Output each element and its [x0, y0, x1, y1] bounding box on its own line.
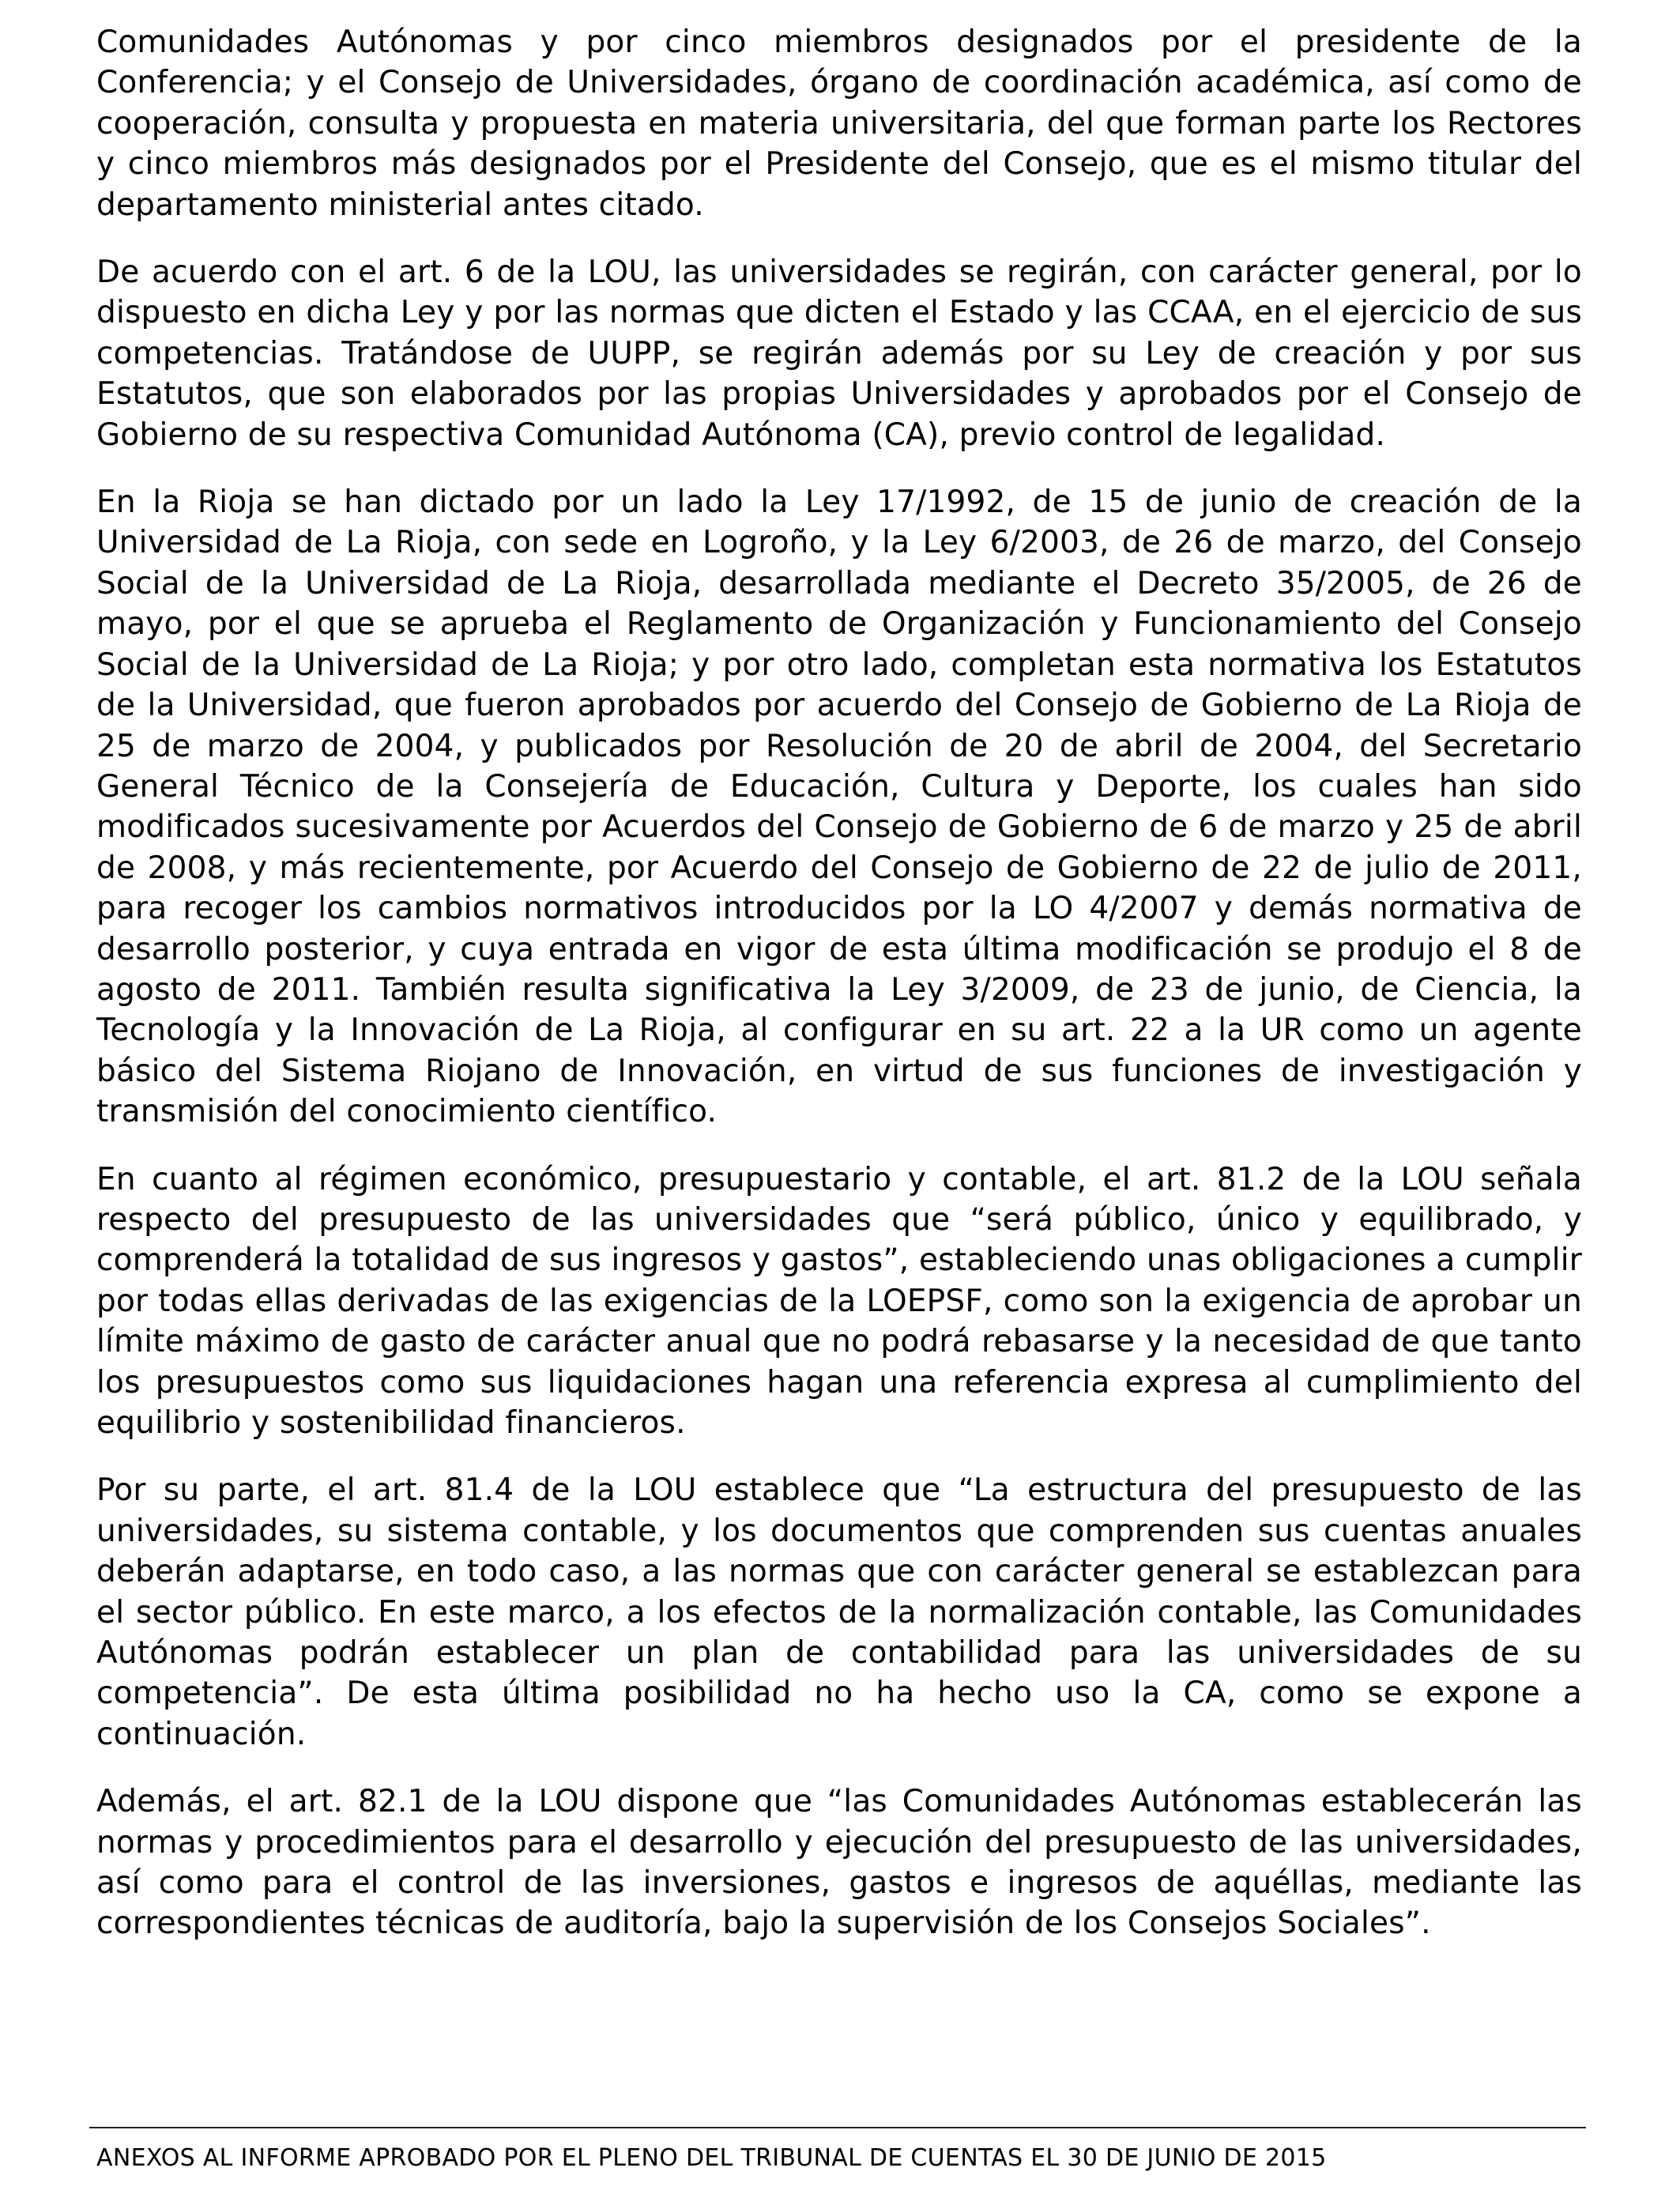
page-footer: ANEXOS AL INFORME APROBADO POR EL PLENO DEL TRIBUNAL DE CUENTAS EL 30 DE JUNIO DE 2015	[96, 2144, 1327, 2172]
paragraph-universities-councils: Comunidades Autónomas y por cinco miembros designados por el presidente de la Conferencia; y el Consejo de Universidades, órgano de coordinación académica, así como de cooperación, consulta y propuesta en materia universitaria, del que forman parte los Rectores y cinco miembros más designados por el Presidente del Consejo, que es el mismo titular del departamento ministerial antes citado.	[96, 25, 1582, 223]
body-text	[96, 22, 1582, 1971]
paragraph-lou-article-82-1: Además, el art. 82.1 de la LOU dispone que “las Comunidades Autónomas establecerán las normas y procedimientos para el desarrollo y ejecución del presupuesto de las universidades, así como para el control de las inversiones, gastos e ingresos de aquéllas, mediante las correspondientes técnicas de auditoría, bajo la supervisión de los Consejos Sociales”.	[96, 1784, 1582, 1942]
paragraph-lou-article-6: De acuerdo con el art. 6 de la LOU, las universidades se regirán, con carácter general, por lo dispuesto en dicha Ley y por las normas que dicten el Estado y las CCAA, en el ejercicio de sus competencias. Tratándose de UUPP, se regirán además por su Ley de creación y por sus Estatutos, que son elaborados por las propias Universidades y aprobados por el Consejo de Gobierno de su respectiva Comunidad Autónoma (CA), previo control de legalidad.	[96, 254, 1582, 453]
footer-divider	[89, 2127, 1586, 2128]
paragraph-economic-regime: En cuanto al régimen económico, presupuestario y contable, el art. 81.2 de la LOU señala respecto del presupuesto de las universidades que “será público, único y equilibrado, y comprenderá la totalidad de sus ingresos y gastos”, estableciendo unas obligaciones a cumplir por todas ellas derivadas de las exigencias de la LOEPSF, como son la exigencia de aprobar un límite máximo de gasto de carácter anual que no podrá rebasarse y la necesidad de que tanto los presupuestos como sus liquidaciones hagan una referencia expresa al cumplimiento del equilibrio y sostenibilidad financieros.	[96, 1161, 1582, 1441]
paragraph-la-rioja-legislation: En la Rioja se han dictado por un lado la Ley 17/1992, de 15 de junio de creación de la Universidad de La Rioja, con sede en Logroño, y la Ley 6/2003, de 26 de marzo, del Consejo Social de la Universidad de La Rioja, desarrollada mediante el Decreto 35/2005, de 26 de mayo, por el que se aprueba el Reglamento de Organización y Funcionamiento del Consejo Social de la Universidad de La Rioja; y por otro lado, completan esta normativa los Estatutos de la Universidad, que fueron aprobados por acuerdo del Consejo de Gobierno de La Rioja de 25 de marzo de 2004, y publicados por Resolución de 20 de abril de 2004, del Secretario General Técnico de la Consejería de Educación, Cultura y Deporte, los cuales han sido modificados sucesivamente por Acuerdos del Consejo de Gobierno de 6 de marzo y 25 de abril de 2008, y más recientemente, por Acuerdo del Consejo de Gobierno de 22 de julio de 2011, para recoger los cambios normativos introducidos por la LO 4/2007 y demás normativa de desarrollo posterior, y cuya entrada en vigor de esta última modificación se produjo el 8 de agosto de 2011. También resulta significativa la Ley 3/2009, de 23 de junio, de Ciencia, la Tecnología y la Innovación de La Rioja, al configurar en su art. 22 a la UR como un agente básico del Sistema Riojano de Innovación, en virtud de sus funciones de investigación y transmisión del conocimiento científico.	[96, 484, 1582, 1130]
paragraph-lou-article-81-4: Por su parte, el art. 81.4 de la LOU establece que “La estructura del presupuesto de las universidades, su sistema contable, y los documentos que comprenden sus cuentas anuales deberán adaptarse, en todo caso, a las normas que con carácter general se establezcan para el sector público. En este marco, a los efectos de la normalización contable, las Comunidades Autónomas podrán establecer un plan de contabilidad para las universidades de su competencia”. De esta última posibilidad no ha hecho uso la CA, como se expone a continuación.	[96, 1472, 1582, 1752]
